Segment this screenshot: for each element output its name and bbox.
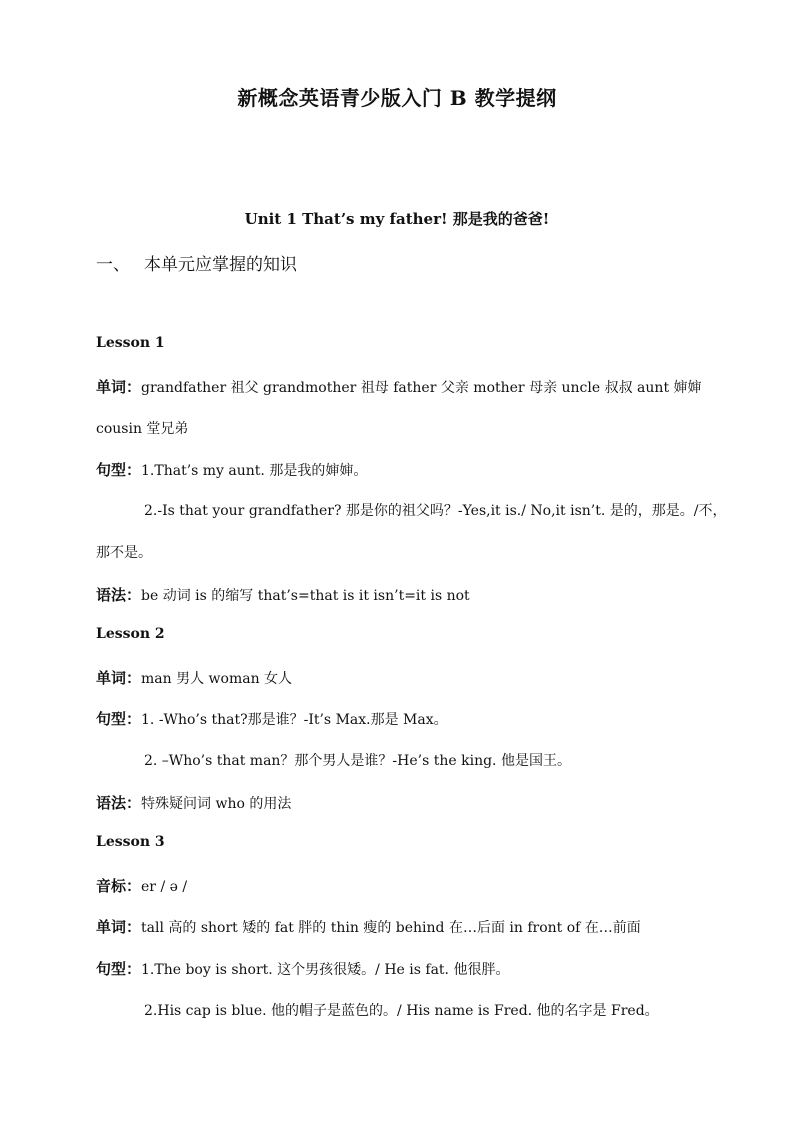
pattern-text: 1.That’s my aunt. 那是我的婶婶。 [141, 463, 368, 479]
phonetic-label: 音标： [96, 877, 142, 895]
vocab-text: man 男人 woman 女人 [141, 671, 293, 687]
pattern-label: 句型： [96, 710, 142, 728]
section-number: 一、 [96, 255, 130, 275]
lesson-2-vocab [96, 667, 292, 688]
vocab-label: 单词： [96, 378, 142, 396]
lesson-3-heading: Lesson 3 [96, 834, 165, 850]
lesson-1-pattern-2: 2.-Is that your grandfather? 那是你的祖父吗？-Yes,it is./ No,it isn’t. 是的，那是。/不， [144, 503, 727, 519]
lesson-1-pattern-2-continued: 那不是。 [96, 545, 152, 561]
vocab-text: tall 高的 short 矮的 fat 胖的 thin 瘦的 behind 在…后面 in front of 在…前面 [141, 920, 641, 936]
vocab-label: 单词： [96, 669, 142, 687]
lesson-1-vocab [96, 376, 702, 397]
grammar-text: be 动词 is 的缩写 that’s=that is it isn’t=it is not [141, 588, 470, 604]
lesson-2-grammar [96, 792, 291, 813]
pattern-text: 1. -Who’s that?那是谁？-It’s Max.那是 Max。 [141, 712, 448, 728]
lesson-3-pattern-1 [96, 958, 509, 979]
lesson-1-grammar [96, 584, 470, 605]
lesson-3-pattern-2: 2.His cap is blue. 他的帽子是蓝色的。/ His name is Fred. 他的名字是 Fred。 [144, 1003, 659, 1019]
unit-heading: Unit 1 That’s my father! 那是我的爸爸! [244, 210, 550, 228]
pattern-text: 1.The boy is short. 这个男孩很矮。/ He is fat. 他很胖。 [141, 962, 510, 978]
lesson-2-pattern-1 [96, 708, 448, 729]
pattern-label: 句型： [96, 960, 142, 978]
document-title: 新概念英语青少版入门 B 教学提纲 [237, 86, 557, 110]
vocab-label: 单词： [96, 918, 142, 936]
grammar-text: 特殊疑问词 who 的用法 [141, 796, 292, 812]
lesson-2-heading: Lesson 2 [96, 626, 165, 642]
section-heading [96, 250, 297, 275]
section-text: 本单元应掌握的知识 [144, 255, 297, 275]
lesson-1-vocab-continued: cousin 堂兄弟 [96, 421, 189, 437]
lesson-2-pattern-2: 2. –Who’s that man？那个男人是谁？-He’s the king. 他是国王。 [144, 753, 571, 769]
pattern-label: 句型： [96, 461, 142, 479]
lesson-1-heading: Lesson 1 [96, 335, 165, 351]
grammar-label: 语法： [96, 794, 142, 812]
phonetic-text: er / ə / [141, 879, 188, 895]
lesson-3-phonetic [96, 875, 187, 896]
vocab-text: grandfather 祖父 grandmother 祖母 father 父亲 mother 母亲 uncle 叔叔 aunt 婶婶 [141, 380, 702, 396]
lesson-3-vocab [96, 916, 641, 937]
grammar-label: 语法： [96, 586, 142, 604]
lesson-1-pattern-1 [96, 459, 367, 480]
